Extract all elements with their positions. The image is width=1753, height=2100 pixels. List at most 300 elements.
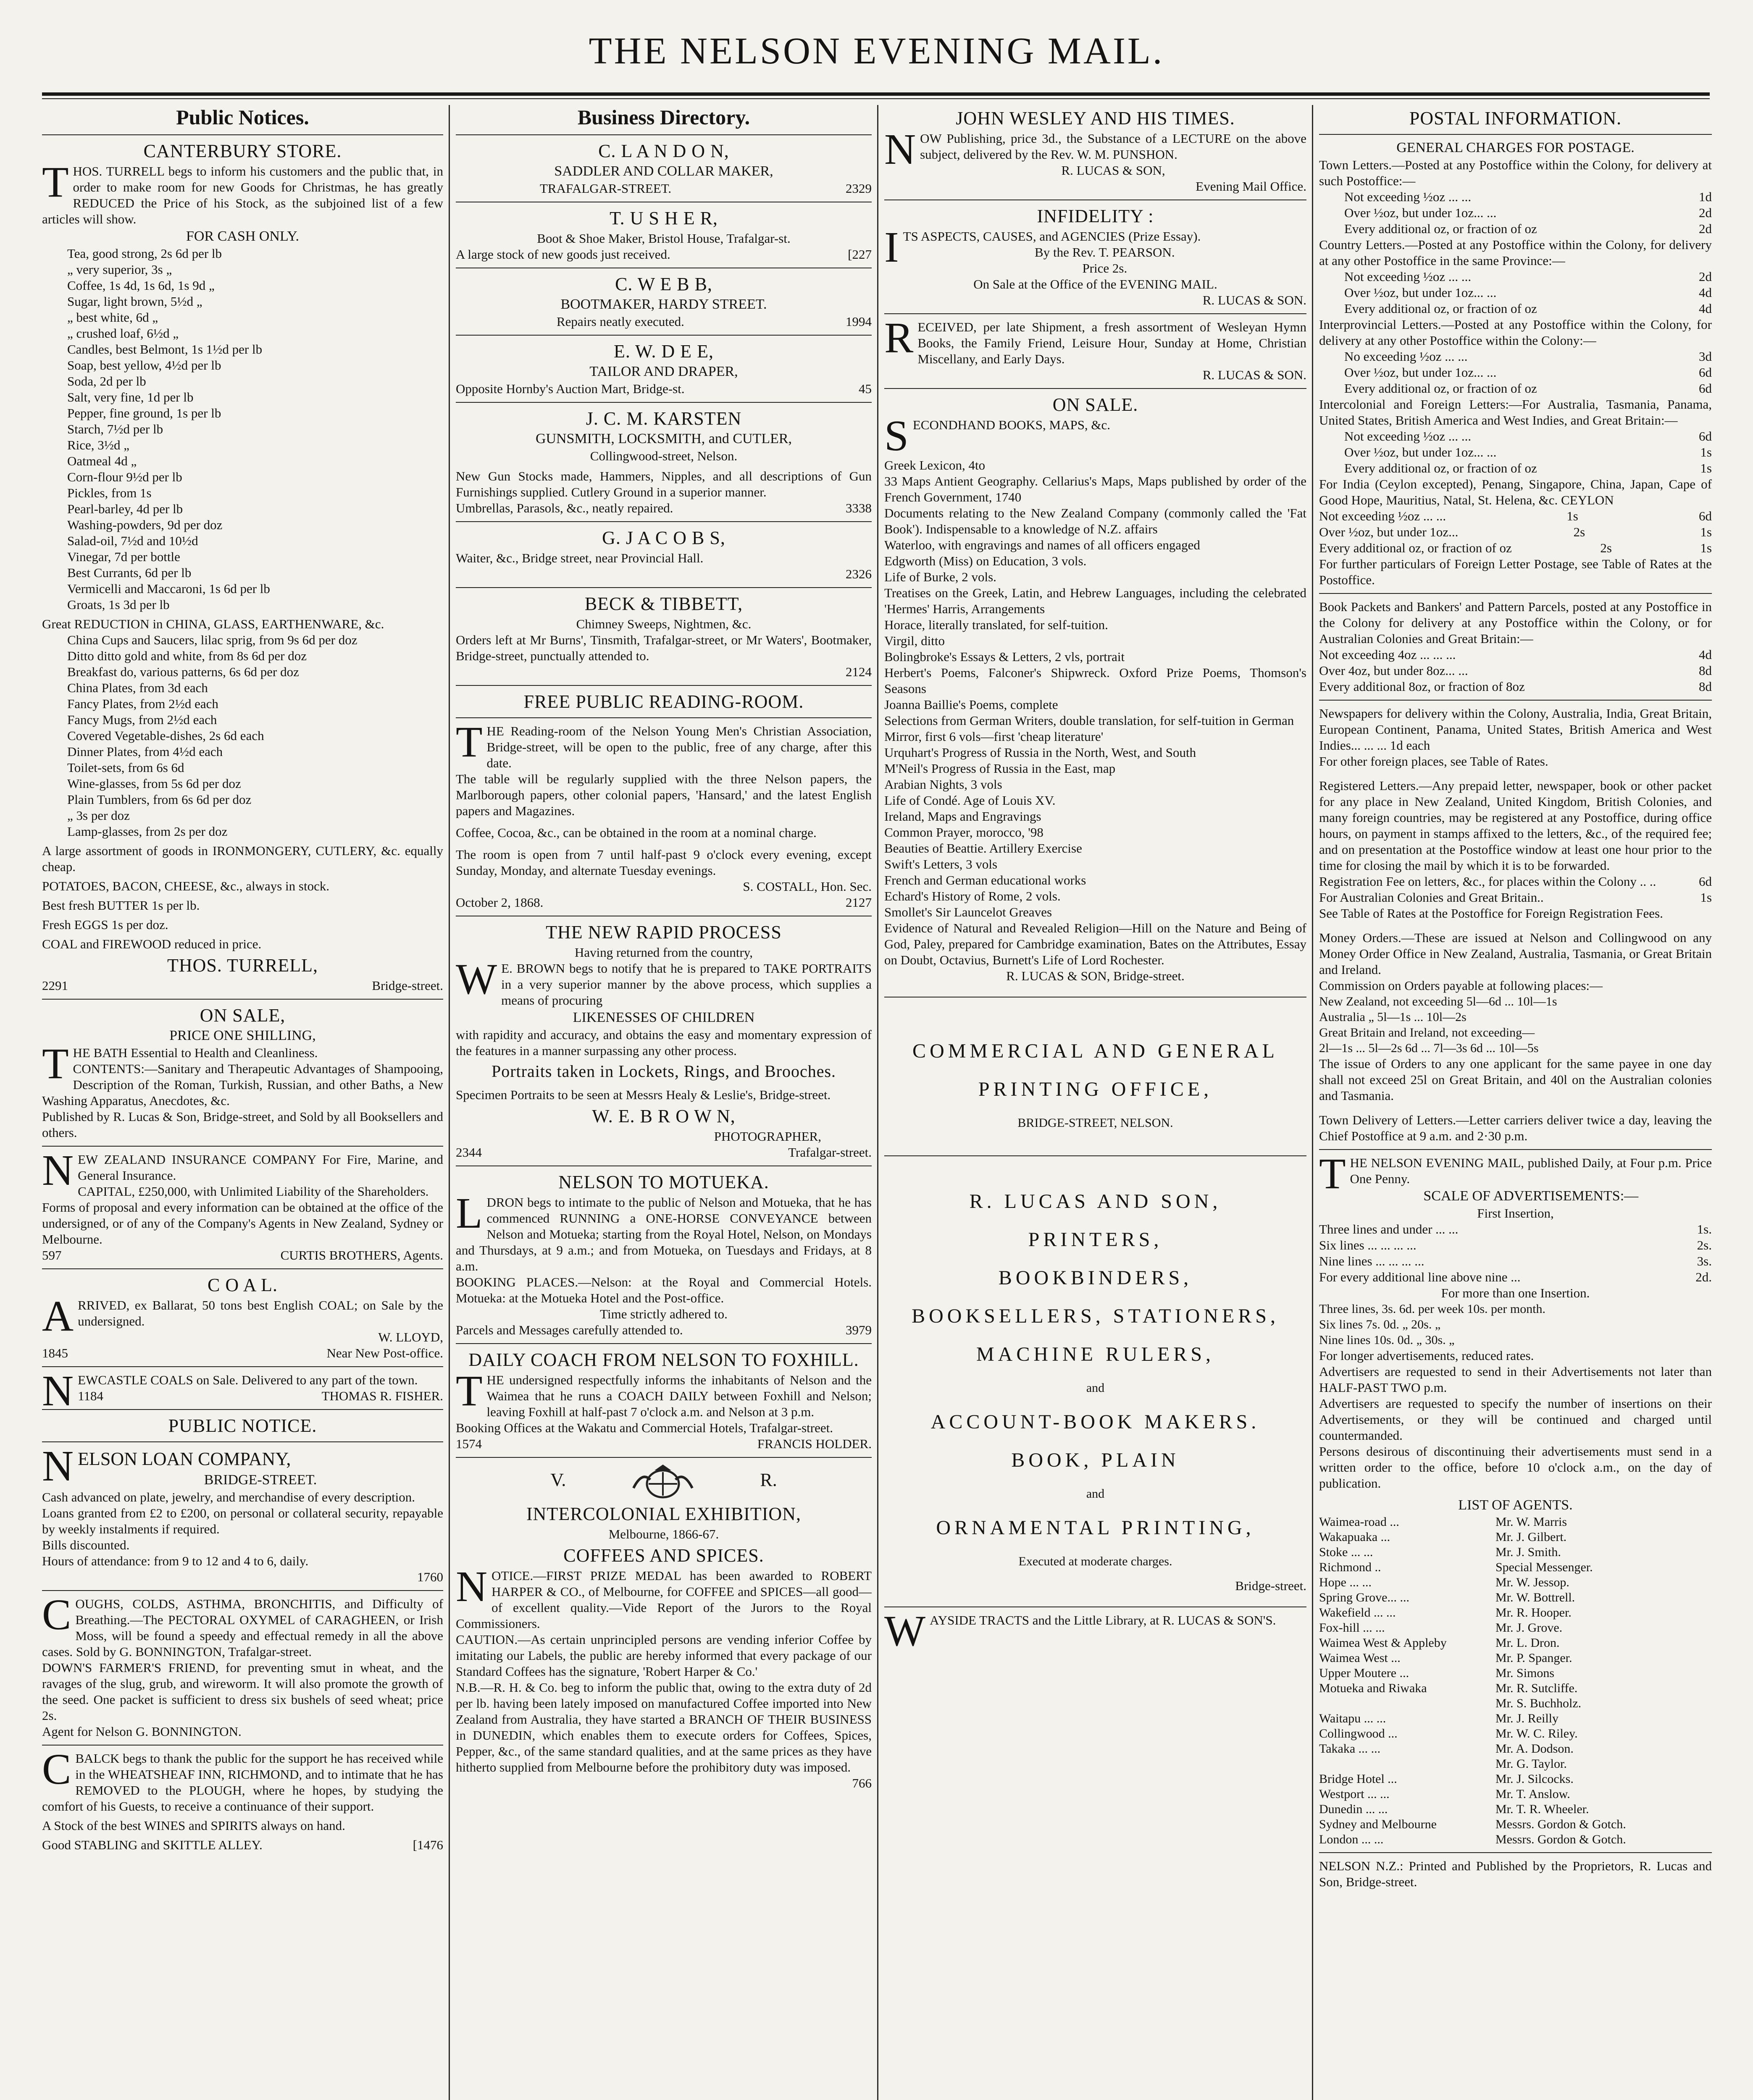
agent-row: Takaka ... ... Mr. A. Dodson. bbox=[1319, 1742, 1574, 1756]
wesley-title: JOHN WESLEY AND HIS TIMES. bbox=[956, 108, 1235, 129]
price-item: „ very superior, 3s „ bbox=[67, 262, 172, 277]
book-item: M'Neil's Progress of Russia in the East, map bbox=[884, 761, 1116, 776]
masthead-rule-thin bbox=[42, 98, 1710, 99]
agent-row: Sydney and Melbourne Messrs. Gordon & Gotch. bbox=[1319, 1817, 1626, 1831]
price-item: Pepper, fine ground, 1s per lb bbox=[67, 406, 221, 420]
price-item: Vermicelli and Maccaroni, 1s 6d per lb bbox=[67, 581, 270, 596]
price-item: Oatmeal 4d „ bbox=[67, 454, 137, 468]
exhibition-caution: CAUTION.—As certain unprincipled persons are vending inferior Coffee by imitating our Labels, the public are hereby informed that every package of our Standard Coffees has the signature, 'Robert Harper & Co.' bbox=[456, 1632, 872, 1679]
agent-row: Fox-hill ... ... Mr. J. Grove. bbox=[1319, 1621, 1563, 1635]
divider bbox=[884, 1155, 1306, 1156]
brown-trade: PHOTOGRAPHER, bbox=[714, 1129, 821, 1144]
farmers-friend-agent: Agent for Nelson G. BONNINGTON. bbox=[42, 1724, 242, 1739]
bath-notice: THE BATH Essential to Health and Cleanliness. bbox=[42, 1040, 318, 1088]
book-item: Joanna Baillie's Poems, complete bbox=[884, 697, 1058, 712]
book-item: Edgworth (Miss) on Education, 3 vols. bbox=[884, 554, 1087, 568]
price-item: China Plates, from 3d each bbox=[67, 680, 208, 695]
general-charges: GENERAL CHARGES FOR POSTAGE. bbox=[1396, 140, 1635, 155]
price-item: Ditto ditto gold and white, from 8s 6d per doz bbox=[67, 648, 307, 663]
foreign-note: For further particulars of Foreign Letter Postage, see Table of Rates at the Postoffice. bbox=[1319, 556, 1712, 587]
reading-room-p4: The room is open from 7 until half-past 9 o'clock every evening, except Sunday, Monday, and alternate Tuesday evenings. bbox=[456, 847, 872, 878]
book-item: Greek Lexicon, 4to bbox=[884, 458, 986, 472]
commission: Commission on Orders payable at following places:— bbox=[1319, 978, 1603, 993]
divider bbox=[456, 335, 872, 336]
books-list bbox=[884, 453, 1306, 968]
printers: PRINTERS, bbox=[1028, 1228, 1163, 1251]
packet-rates bbox=[1319, 647, 1712, 695]
rapid-process-body2: with rapidity and accuracy, and obtains the easy and momentary expression of the features in a manner surpassing any other process. bbox=[456, 1027, 872, 1058]
beck-name: BECK & TIBBETT, bbox=[584, 593, 743, 614]
divider bbox=[42, 1268, 443, 1269]
bridge-street-nelson: BRIDGE-STREET, NELSON. bbox=[1017, 1116, 1173, 1130]
bridge-street: Bridge-street. bbox=[1235, 1578, 1306, 1593]
motueka-title: NELSON TO MOTUEKA. bbox=[558, 1172, 769, 1192]
loan-term: Cash advanced on plate, jewelry, and merchandise of every description. bbox=[42, 1490, 415, 1504]
book-item: Ireland, Maps and Engravings bbox=[884, 809, 1041, 824]
money-orders: Money Orders.—These are issued at Nelson and Collingwood on any Money Order Office in New Zealand, Australia, Tasmania, or Great Britain and Ireland. bbox=[1319, 930, 1712, 977]
rapid-process-sub: Having returned from the country, bbox=[574, 945, 753, 960]
coughs-notice: COUGHS, COLDS, ASTHMA, BRONCHITIS, and Difficulty of Breathing.—The PECTORAL OXYMEL of CARAGHEEN, or Irish Moss, will be found a speedy and effectual remedy in all the above cases. Sold by G. BONNINGTON, Trafalgar-street. bbox=[42, 1591, 443, 1659]
webb-note: Repairs neatly executed. 1994 bbox=[557, 314, 872, 329]
butter-note: Best fresh BUTTER 1s per lb. bbox=[42, 898, 200, 913]
account-book-makers: ACCOUNT-BOOK MAKERS. bbox=[930, 1411, 1260, 1433]
agent-row: Bridge Hotel ... Mr. J. Silcocks. bbox=[1319, 1772, 1574, 1786]
town-letters: Town Letters.—Posted at any Postoffice within the Colony, for delivery at such Postoffice:— bbox=[1319, 158, 1712, 188]
price-item: Groats, 1s 3d per lb bbox=[67, 597, 170, 612]
royal-crest-icon bbox=[621, 1463, 705, 1501]
book-item: Selections from German Writers, double translation, for self-tuition in German bbox=[884, 713, 1294, 728]
agents-title: LIST OF AGENTS. bbox=[1458, 1497, 1573, 1513]
postage-rate: Every additional oz, or fraction of oz 4d bbox=[1344, 301, 1712, 316]
registration-note: See Table of Rates at the Postoffice for Foreign Registration Fees. bbox=[1319, 906, 1663, 921]
webb-trade: BOOTMAKER, HARDY STREET. bbox=[560, 297, 767, 312]
onsale-title: ON SALE. bbox=[1052, 394, 1138, 415]
divider bbox=[1319, 1149, 1712, 1150]
exhibition-sub: Melbourne, 1866-67. bbox=[608, 1527, 719, 1541]
divider bbox=[456, 1343, 872, 1344]
agent-row: Stoke ... ... Mr. J. Smith. bbox=[1319, 1545, 1561, 1559]
reading-room-date: October 2, 1868. 2127 bbox=[456, 895, 872, 910]
webb-name: C. W E B B, bbox=[615, 274, 712, 294]
column-books-printing bbox=[884, 105, 1306, 2100]
price-item: Candles, best Belmont, 1s 1½d per lb bbox=[67, 342, 263, 357]
column-business-directory bbox=[456, 105, 872, 2100]
coach-body: THE undersigned respectfully informs the inhabitants of Nelson and the Waimea that he runs a COACH DAILY between Foxhill and Nelson; leaving Foxhill at half-past 7 o'clock a.m. and Nelson at 3 p.m. bbox=[456, 1367, 872, 1419]
price-item: „ crushed loaf, 6½d „ bbox=[67, 326, 179, 341]
books-signature: R. LUCAS & SON, Bridge-street. bbox=[1006, 969, 1185, 983]
agent-row: Waimea West ... Mr. P. Spanger. bbox=[1319, 1651, 1572, 1665]
imprint: NELSON N.Z.: Printed and Published by the Proprietors, R. Lucas and Son, Bridge-street. bbox=[1319, 1858, 1712, 1889]
book-item: 33 Maps Antient Geography. Cellarius's Maps, Maps published by order of the French Government, 1740 bbox=[884, 474, 1306, 504]
advertiser-note-2: Advertisers are requested to specify the number of insertions on their Advertisements, or they will be continued and charged until countermanded. bbox=[1319, 1396, 1712, 1443]
column-rule bbox=[449, 105, 450, 2100]
motueka-time: Time strictly adhered to. bbox=[600, 1307, 728, 1321]
town-delivery: Town Delivery of Letters.—Letter carriers deliver twice a day, leaving the Chief Postoffice at 9 a.m. and 2·30 p.m. bbox=[1319, 1113, 1712, 1143]
exhibition-title: INTERCOLONIAL EXHIBITION, bbox=[526, 1504, 801, 1524]
and-word: and bbox=[1086, 1487, 1105, 1501]
column-public-notices bbox=[42, 105, 443, 2100]
karsten-name: J. C. M. KARSTEN bbox=[586, 408, 742, 429]
postage-rate: Over ½oz, but under 1oz... ... 6d bbox=[1344, 365, 1712, 380]
price-item: Soap, best yellow, 4½d per lb bbox=[67, 358, 221, 373]
signature: THOS. TURRELL, bbox=[167, 955, 318, 976]
reading-room-p3: Coffee, Cocoa, &c., can be obtained in the room at a nominal charge. bbox=[456, 825, 817, 840]
book-item: Waterloo, with engravings and names of all officers engaged bbox=[884, 538, 1200, 552]
exhibition-body: NOTICE.—FIRST PRIZE MEDAL has been awarded to ROBERT HARPER & CO., of Melbourne, for COFFEE and SPICES—all good—of excellent quality.—Vide Report of the Jurors to the Royal Commissioners. bbox=[456, 1562, 872, 1631]
karsten-address: Collingwood-street, Nelson. bbox=[590, 449, 738, 463]
agent-row: Collingwood ... Mr. W. C. Riley. bbox=[1319, 1727, 1578, 1740]
motueka-booking: BOOKING PLACES.—Nelson: at the Royal and Commercial Hotels. Motueka: at the Motueka Hotel and the Post-office. bbox=[456, 1275, 872, 1305]
registered-letters: Registered Letters.—Any prepaid letter, newspaper, book or other packet for any place in New Zealand, United Kingdom, British Colonies, and many foreign countries, may be registered at any Postoffice, during office hours, on payment in stamps affixed to the letters, &c., of the required fee; and on presentation at the Postoffice window at least one hour prior to the time for closing the mail by which it is to be forwarded. bbox=[1319, 778, 1712, 873]
scale-rates bbox=[1319, 1221, 1712, 1285]
divider bbox=[42, 134, 443, 135]
infidelity-price: Price 2s. bbox=[1082, 261, 1127, 276]
postage-rate: Every additional oz, or fraction of oz 1s bbox=[1344, 461, 1712, 475]
price-item: Vinegar, 7d per bottle bbox=[67, 549, 180, 564]
rapid-process-title: THE NEW RAPID PROCESS bbox=[546, 922, 782, 942]
landon-address: TRAFALGAR-STREET. 2329 bbox=[540, 181, 872, 196]
country-rates bbox=[1319, 269, 1712, 317]
book-item: Evidence of Natural and Revealed Religion—Hill on the Nature and Being of God, Paley, prepared for Cambridge examination, Bates on the Attributes, Essay on Doubt, Octavius, Burnett's Life of Lord Rochester. bbox=[884, 921, 1306, 967]
loan-street: BRIDGE-STREET. bbox=[204, 1472, 317, 1488]
book-item: Echard's History of Rome, 2 vols. bbox=[884, 889, 1061, 903]
bath-contents: CONTENTS:—Sanitary and Therapeutic Advantages of Shampooing, Description of the Roman, Turkish, Russian, and other Baths, a New Washing Apparatus, Anecdotes, &c. bbox=[42, 1061, 443, 1108]
book-item: French and German educational works bbox=[884, 873, 1086, 887]
usher-note: A large stock of new goods just received. [227 bbox=[456, 247, 872, 262]
dee-name: E. W. D E E, bbox=[613, 341, 714, 362]
divider bbox=[456, 134, 872, 135]
agent-row: Waitapu ... ... Mr. J. Reilly bbox=[1319, 1712, 1559, 1725]
agent-row: Hope ... ... Mr. W. Jessop. bbox=[1319, 1575, 1569, 1589]
postage-rate: Not exceeding ½oz ... ... 2d bbox=[1344, 269, 1712, 284]
landon-trade: SADDLER AND COLLAR MAKER, bbox=[554, 163, 773, 179]
commission-rate: Australia „ 5l—1s ... 10l—2s bbox=[1319, 1010, 1467, 1024]
masthead: THE NELSON EVENING MAIL. bbox=[589, 30, 1164, 72]
cash-only: FOR CASH ONLY. bbox=[186, 228, 299, 244]
newcastle-signature: 1184 THOMAS R. FISHER. bbox=[78, 1389, 443, 1403]
china-heading: Great REDUCTION in CHINA, GLASS, EARTHENWARE, &c. bbox=[42, 617, 384, 631]
postage-rate: Every additional oz, or fraction of oz 2d bbox=[1344, 221, 1712, 236]
agent-row: Waimea West & Appleby Mr. L. Dron. bbox=[1319, 1636, 1560, 1650]
agent-row: Wakefield ... ... Mr. R. Hooper. bbox=[1319, 1606, 1572, 1620]
secondhand-heading: SECONDHAND BOOKS, MAPS, &c. bbox=[884, 412, 1111, 460]
price-item: Lamp-glasses, from 2s per doz bbox=[67, 824, 228, 839]
canterbury-intro: THOS. TURRELL begs to inform his customers and the public that, in order to make room for new Goods for Christmas, he has greatly REDUCED the Price of his Stock, as the subjoined list of a few articles will show. bbox=[42, 158, 443, 226]
motueka-parcels: Parcels and Messages carefully attended to. 3979 bbox=[456, 1323, 872, 1337]
jacobs-number: 2326 bbox=[846, 567, 872, 581]
agent-row: Mr. G. Taylor. bbox=[1495, 1757, 1567, 1771]
price-item: Breakfast do, various patterns, 6s 6d per doz bbox=[67, 664, 299, 679]
loan-term: Loans granted from £2 to £200, on personal or collateral security, repayable by weekly instalments if required. bbox=[42, 1506, 443, 1536]
section-title: Public Notices. bbox=[176, 105, 309, 129]
divider bbox=[884, 313, 1306, 314]
advertiser-note-1: Advertisers are requested to send in their Advertisements not later than HALF-PAST TWO p.m. bbox=[1319, 1364, 1712, 1395]
scale-title: SCALE OF ADVERTISEMENTS:— bbox=[1423, 1188, 1639, 1204]
public-notice-title: PUBLIC NOTICE. bbox=[168, 1415, 317, 1436]
insurance-heading: NEW ZEALAND INSURANCE COMPANY For Fire, Marine, and General Insurance. bbox=[42, 1146, 443, 1194]
reading-room-p1: THE Reading-room of the Nelson Young Men's Christian Association, Bridge-street, will be open to the public, free of any charge, after this date. bbox=[456, 718, 872, 770]
price-item: Plain Tumblers, from 6s 6d per doz bbox=[67, 792, 252, 807]
wesley-body: NOW Publishing, price 3d., the Substance of a LECTURE on the above subject, delivered by the Rev. W. M. PUNSHON. bbox=[884, 125, 1306, 173]
more-than-one: For more than one Insertion. bbox=[1441, 1286, 1590, 1300]
newspapers: Newspapers for delivery within the Colony, Australia, India, Great Britain, European Continent, Panama, United States, British America and West Indies... ... ... 1d each bbox=[1319, 706, 1712, 753]
first-insertion: First Insertion, bbox=[1477, 1206, 1554, 1221]
book-item: Arabian Nights, 3 vols bbox=[884, 777, 1002, 792]
book-item: Smollet's Sir Launcelot Greaves bbox=[884, 905, 1052, 919]
wayside-tracts: WAYSIDE TRACTS and the Little Library, at R. LUCAS & SON'S. bbox=[884, 1607, 1276, 1655]
balck-notice: CBALCK begs to thank the public for the support he has received while in the WHEATSHEAF INN, RICHMOND, and to intimate that he has REMOVED to the PLOUGH, where he hopes, by studying the comfort of his Guests, to receive a continuance of their support. bbox=[42, 1745, 443, 1814]
postage-rate: No exceeding ½oz ... ... 3d bbox=[1344, 349, 1712, 364]
karsten-trade: GUNSMITH, LOCKSMITH, and CUTLER, bbox=[535, 431, 792, 446]
bath-publisher: Published by R. Lucas & Son, Bridge-street, and Sold by all Booksellers and others. bbox=[42, 1109, 443, 1140]
beck-trade: Chimney Sweeps, Nightmen, &c. bbox=[576, 617, 752, 631]
masthead-rule bbox=[42, 92, 1710, 96]
divider bbox=[42, 1745, 443, 1746]
divider bbox=[884, 1606, 1306, 1607]
postage-rate: Every additional oz, or fraction of oz 2s 1s bbox=[1319, 541, 1712, 555]
printing-office: PRINTING OFFICE, bbox=[978, 1078, 1213, 1100]
price-item: Salt, very fine, 1d per lb bbox=[67, 390, 194, 404]
price-item: Sugar, light brown, 5½d „ bbox=[67, 294, 202, 309]
exhibition-number: 766 bbox=[852, 1776, 872, 1790]
stabling-note: Good STABLING and SKITTLE ALLEY. [1476 bbox=[42, 1838, 443, 1852]
agent-row: Mr. S. Buchholz. bbox=[1495, 1696, 1582, 1710]
postage-rate: Over ½oz, but under 1oz... 2s 1s bbox=[1319, 525, 1712, 539]
ironmongery-note: A large assortment of goods in IRONMONGERY, CUTLERY, &c. equally cheap. bbox=[42, 843, 443, 874]
onsale-price: PRICE ONE SHILLING, bbox=[169, 1028, 316, 1043]
wesley-signature-office: Evening Mail Office. bbox=[1196, 179, 1306, 194]
provisions-note: POTATOES, BACON, CHEESE, &c., always in stock. bbox=[42, 879, 330, 893]
price-item: Covered Vegetable-dishes, 2s 6d each bbox=[67, 728, 264, 743]
loan-company-title: NELSON LOAN COMPANY, bbox=[42, 1442, 291, 1490]
book-item: Bolingbroke's Essays & Letters, 2 vls, portrait bbox=[884, 649, 1125, 664]
karsten-umbrellas: Umbrellas, Parasols, &c., neatly repaired. 3338 bbox=[456, 501, 872, 515]
insurance-signature: 597 CURTIS BROTHERS, Agents. bbox=[42, 1248, 443, 1263]
divider bbox=[42, 1441, 443, 1442]
karsten-body: New Gun Stocks made, Hammers, Nipples, and all descriptions of Gun Furnishings supplied. Cutlery Ground in a superior manner. bbox=[456, 469, 872, 499]
motueka-body: LDRON begs to intimate to the public of Nelson and Motueka, that he has commenced RUNNING a ONE-HORSE CONVEYANCE between Nelson and Motueka; starting from the Royal Hotel, Nelson, on Mondays and Thursdays, at 9 a.m.; and from Motueka, on Tuesdays and Fridays, at 8 a.m. bbox=[456, 1189, 872, 1273]
brown-address: 2344 Trafalgar-street. bbox=[456, 1145, 872, 1160]
india-rates bbox=[1319, 508, 1712, 556]
price-item: Fancy Mugs, from 2½d each bbox=[67, 712, 217, 727]
reading-room-title: FREE PUBLIC READING-ROOM. bbox=[523, 691, 804, 712]
advert-rate: Six lines 7s. 0d. „ 20s. „ bbox=[1319, 1318, 1441, 1331]
agent-row: Spring Grove... ... Mr. W. Bottrell. bbox=[1319, 1591, 1575, 1604]
received-signature: R. LUCAS & SON. bbox=[1202, 368, 1306, 382]
commercial-heading: COMMERCIAL AND GENERAL bbox=[912, 1040, 1278, 1062]
postage-rate: Over 4oz, but under 8oz... ... 8d bbox=[1319, 663, 1712, 678]
agent-row: London ... ... Messrs. Gordon & Gotch. bbox=[1319, 1832, 1626, 1846]
book-item: Life of Condé. Age of Louis XV. bbox=[884, 793, 1056, 808]
advert-rate: Nine lines ... ... ... ... 3s. bbox=[1319, 1254, 1712, 1268]
loan-term: Bills discounted. bbox=[42, 1538, 130, 1552]
book-packets: Book Packets and Bankers' and Pattern Parcels, posted at any Postoffice in the Colony for delivery at any Postoffice within the Colony, or for Australian Colonies and Great Britain:— bbox=[1319, 599, 1712, 646]
postage-rate: Over ½oz, but under 1oz... ... 2d bbox=[1344, 205, 1712, 220]
and-word: and bbox=[1086, 1381, 1105, 1395]
book-item: Virgil, ditto bbox=[884, 633, 945, 648]
jacobs-body: Waiter, &c., Bridge street, near Provincial Hall. bbox=[456, 551, 704, 565]
divider bbox=[42, 1146, 443, 1147]
price-item: „ best white, 6d „ bbox=[67, 310, 158, 325]
price-item: Soda, 2d per lb bbox=[67, 374, 146, 388]
divider bbox=[42, 1590, 443, 1591]
commission-rate: New Zealand, not exceeding 5l—6d ... 10l—1s bbox=[1319, 995, 1557, 1008]
price-item: Rice, 3½d „ bbox=[67, 438, 130, 452]
farmers-friend: DOWN'S FARMER'S FRIEND, for preventing smut in wheat, and the ravages of the slug, grub, and wireworm. It will also promote the growth of the seed. One packet is sufficient to dress six bushels of seed wheat; price 2s. bbox=[42, 1660, 443, 1723]
price-item: Pearl-barley, 4d per lb bbox=[67, 501, 183, 516]
infidelity-signature: R. LUCAS & SON. bbox=[1202, 293, 1306, 307]
agent-row: Upper Moutere ... Mr. Simons bbox=[1319, 1666, 1555, 1680]
agent-row: Dunedin ... ... Mr. T. R. Wheeler. bbox=[1319, 1802, 1589, 1816]
divider bbox=[884, 997, 1306, 998]
loan-terms bbox=[42, 1489, 443, 1569]
newspapers-foreign: For other foreign places, see Table of Rates. bbox=[1319, 754, 1548, 769]
advert-rate: Six lines ... ... ... ... 2s. bbox=[1319, 1238, 1712, 1252]
infidelity-body: ITS ASPECTS, CAUSES, and AGENCIES (Prize Essay). bbox=[884, 223, 1201, 271]
bookbinders: BOOKBINDERS, bbox=[998, 1267, 1193, 1289]
commission-rate: 2l—1s ... 5l—2s 6d ... 7l—3s 6d ... 10l—5s bbox=[1319, 1041, 1539, 1055]
advert-rate: Three lines and under ... ... 1s. bbox=[1319, 1222, 1712, 1236]
usher-name: T. U S H E R, bbox=[610, 208, 718, 228]
postage-rate: Over ½oz, but under 1oz... ... 4d bbox=[1344, 285, 1712, 300]
lucas-and-son: R. LUCAS AND SON, bbox=[969, 1190, 1222, 1213]
ornamental-printing: ORNAMENTAL PRINTING, bbox=[936, 1517, 1255, 1539]
mail-published: THE NELSON EVENING MAIL, published Daily, at Four p.m. Price One Penny. bbox=[1319, 1150, 1712, 1198]
postage-rate: Not exceeding ½oz ... ... 1d bbox=[1344, 189, 1712, 204]
wines-note: A Stock of the best WINES and SPIRITS always on hand. bbox=[42, 1818, 345, 1833]
price-item: Tea, good strong, 2s 6d per lb bbox=[67, 246, 222, 261]
column-postal-information bbox=[1319, 105, 1712, 2100]
orders-note: The issue of Orders to any one applicant for the same payee in one day shall not exceed 25l on Great Britain, and 40l on the Australian colonies and Tasmania. bbox=[1319, 1056, 1712, 1103]
postage-rate: Over ½oz, but under 1oz... ... 1s bbox=[1344, 445, 1712, 459]
reading-room-signature: S. COSTALL, Hon. Sec. bbox=[743, 879, 872, 894]
book-item: Common Prayer, morocco, '98 bbox=[884, 825, 1043, 840]
book-item: Life of Burke, 2 vols. bbox=[884, 570, 996, 584]
divider bbox=[42, 1409, 443, 1410]
country-letters: Country Letters.—Posted at any Postoffice within the Colony, for delivery at any other Postoffice in the same Province:— bbox=[1319, 237, 1712, 268]
infidelity-author: By the Rev. T. PEARSON. bbox=[1035, 245, 1175, 260]
dee-trade: TAILOR AND DRAPER, bbox=[589, 364, 738, 379]
rapid-lockets: Portraits taken in Lockets, Rings, and Brooches. bbox=[491, 1062, 836, 1081]
price-item: Fancy Plates, from 2½d each bbox=[67, 696, 218, 711]
divider bbox=[884, 388, 1306, 389]
divider bbox=[1319, 134, 1712, 135]
price-item: Corn-flour 9½d per lb bbox=[67, 470, 182, 484]
book-item: Mirror, first 6 vols—first 'cheap literature' bbox=[884, 729, 1104, 744]
signature-row: 2291 Bridge-street. bbox=[42, 978, 443, 993]
landon-name: C. L A N D O N, bbox=[598, 141, 729, 161]
postage-rate: Not exceeding ½oz ... ... 6d bbox=[1344, 429, 1712, 444]
longer-ads: For longer advertisements, reduced rates. bbox=[1319, 1348, 1534, 1363]
postage-rate: Not exceeding 4oz ... ... ... 4d bbox=[1319, 647, 1712, 662]
rapid-children: LIKENESSES OF CHILDREN bbox=[573, 1010, 755, 1025]
insurance-body: Forms of proposal and every information can be obtained at the office of the undersigned, or of any of the Company's Agents in New Zealand, Sydney or Melbourne. bbox=[42, 1200, 443, 1247]
loan-term: Hours of attendance: from 9 to 12 and 4 to 6, daily. bbox=[42, 1554, 309, 1568]
coach-title: DAILY COACH FROM NELSON TO FOXHILL. bbox=[468, 1349, 859, 1370]
agent-row: Westport ... ... Mr. T. Anslow. bbox=[1319, 1787, 1570, 1801]
registration-fees bbox=[1319, 874, 1712, 906]
agents-list bbox=[1319, 1515, 1712, 1847]
royal-crest-row: V. R. bbox=[456, 1463, 872, 1501]
commission-rate: Great Britain and Ireland, not exceeding— bbox=[1319, 1026, 1535, 1040]
agent-row: Waimea-road ... Mr. W. Marris bbox=[1319, 1515, 1567, 1529]
agent-row: Wakapuaka ... Mr. J. Gilbert. bbox=[1319, 1530, 1567, 1544]
intercolonial-rates bbox=[1319, 428, 1712, 476]
postage-rate: Not exceeding ½oz ... ... 1s 6d bbox=[1319, 509, 1712, 523]
infidelity-sale: On Sale at the Office of the EVENING MAIL. bbox=[973, 277, 1217, 291]
column-rule bbox=[1312, 105, 1313, 2100]
coal-signature-row: 1845 Near New Post-office. bbox=[42, 1346, 443, 1360]
loan-number: 1760 bbox=[417, 1570, 443, 1584]
book-item: Documents relating to the New Zealand Company (commonly called the 'Fat Book'). Indispensable to a knowledge of N.Z. affairs bbox=[884, 506, 1306, 536]
book-item: Swift's Letters, 3 vols bbox=[884, 857, 998, 872]
town-rates bbox=[1319, 189, 1712, 237]
postage-rate: Every additional 8oz, or fraction of 8oz 8d bbox=[1319, 679, 1712, 694]
advertiser-note-3: Persons desirous of discontinuing their advertisements must send in a written order to the office, before 10 o'clock a.m., on the day of publication. bbox=[1319, 1444, 1712, 1491]
canterbury-title: CANTERBURY STORE. bbox=[143, 141, 342, 161]
divider bbox=[456, 685, 872, 686]
exhibition-nb: N.B.—R. H. & Co. beg to inform the public that, owing to the extra duty of 2d per lb. having been lately imposed on manufactured Coffee imported into New Zealand from Australia, they have started a BRANCH OF THEIR BUSINESS in DUNEDIN, which enables them to execute orders for Coffees, Spices, Pepper, &c., of the same standard qualities, and at the same prices as they have hitherto supplied from Melbourne before the prohibitory duty was imposed. bbox=[456, 1680, 872, 1774]
grocery-list bbox=[42, 246, 443, 613]
brown-name: W. E. B R O W N, bbox=[592, 1106, 736, 1126]
infidelity-title: INFIDELITY : bbox=[1037, 206, 1154, 226]
reading-room-p2: The table will be regularly supplied with the three Nelson papers, the Marlborough papers, other colonial papers, 'Hansard,' and the latest English papers and Magazines. bbox=[456, 772, 872, 818]
section-title: Business Directory. bbox=[577, 105, 750, 129]
rapid-specimen: Specimen Portraits to be seen at Messrs Healy & Leslie's, Bridge-street. bbox=[456, 1087, 831, 1102]
newcastle-notice: NEWCASTLE COALS on Sale. Delivered to any part of the town. bbox=[42, 1367, 418, 1415]
agent-row: Richmond .. Special Messenger. bbox=[1319, 1560, 1593, 1574]
price-item: Wine-glasses, from 5s 6d per doz bbox=[67, 776, 241, 791]
coach-signature: 1574 FRANCIS HOLDER. bbox=[456, 1436, 872, 1451]
multi-rates bbox=[1319, 1301, 1712, 1348]
received-notice: RECEIVED, per late Shipment, a fresh assortment of Wesleyan Hymn Books, the Family Friend, Leisure Hour, Sunday at Home, Christian Miscellany, and Early Days. bbox=[884, 314, 1306, 366]
rapid-process-body: W E. BROWN begs to notify that he is prepared to TAKE PORTRAITS in a very superior manner by the above process, which supplies a means of procuring bbox=[456, 955, 872, 1008]
coffees-title: COFFEES AND SPICES. bbox=[563, 1545, 764, 1566]
book-item: Herbert's Poems, Falconer's Shipwreck. Oxford Prize Poems, Thomson's Seasons bbox=[884, 665, 1306, 696]
book-plain: BOOK, PLAIN bbox=[1011, 1449, 1180, 1471]
price-item: Dinner Plates, from 4½d each bbox=[67, 744, 223, 759]
registration-fee: Registration Fee on letters, &c., for places within the Colony .. .. 6d bbox=[1319, 874, 1712, 889]
book-item: Beauties of Beattie. Artillery Exercise bbox=[884, 841, 1082, 856]
divider bbox=[42, 1366, 443, 1367]
postal-title: POSTAL INFORMATION. bbox=[1409, 108, 1622, 129]
usher-trade: Boot & Shoe Maker, Bristol House, Trafalgar-st. bbox=[537, 231, 791, 246]
registration-fee: For Australian Colonies and Great Britain.. 1s bbox=[1319, 890, 1712, 905]
moderate-charges: Executed at moderate charges. bbox=[1018, 1554, 1172, 1568]
coach-booking: Booking Offices at the Wakatu and Commercial Hotels, Trafalgar-street. bbox=[456, 1420, 833, 1435]
divider bbox=[456, 1457, 872, 1458]
divider bbox=[456, 587, 872, 588]
book-item: Horace, literally translated, for self-tuition. bbox=[884, 617, 1108, 632]
price-item: Best Currants, 6d per lb bbox=[67, 565, 192, 580]
price-item: Washing-powders, 9d per doz bbox=[67, 517, 223, 532]
agent-row: Motueka and Riwaka Mr. R. Sutcliffe. bbox=[1319, 1681, 1578, 1695]
india-letters: For India (Ceylon excepted), Penang, Singapore, China, Japan, Cape of Good Hope, Mauritius, Natal, St. Helena, &c. CEYLON bbox=[1319, 477, 1712, 507]
divider bbox=[456, 402, 872, 403]
price-item: Toilet-sets, from 6s 6d bbox=[67, 760, 184, 775]
beck-number: 2124 bbox=[846, 664, 872, 679]
divider bbox=[1319, 1852, 1712, 1853]
postage-rate: Every additional oz, or fraction of oz 6d bbox=[1344, 381, 1712, 396]
insurance-capital: CAPITAL, £250,000, with Unlimited Liability of the Shareholders. bbox=[78, 1184, 429, 1199]
column-rule bbox=[877, 105, 878, 2100]
machine-rulers: MACHINE RULERS, bbox=[976, 1343, 1215, 1365]
eggs-note: Fresh EGGS 1s per doz. bbox=[42, 917, 168, 932]
price-item: Pickles, from 1s bbox=[67, 486, 152, 500]
beck-body: Orders left at Mr Burns', Tinsmith, Trafalgar-street, or Mr Waters', Bootmaker, Bridge-street, punctually attended to. bbox=[456, 633, 872, 663]
onsale-title: ON SALE, bbox=[200, 1005, 286, 1026]
wesley-signature: R. LUCAS & SON, bbox=[1061, 163, 1165, 178]
